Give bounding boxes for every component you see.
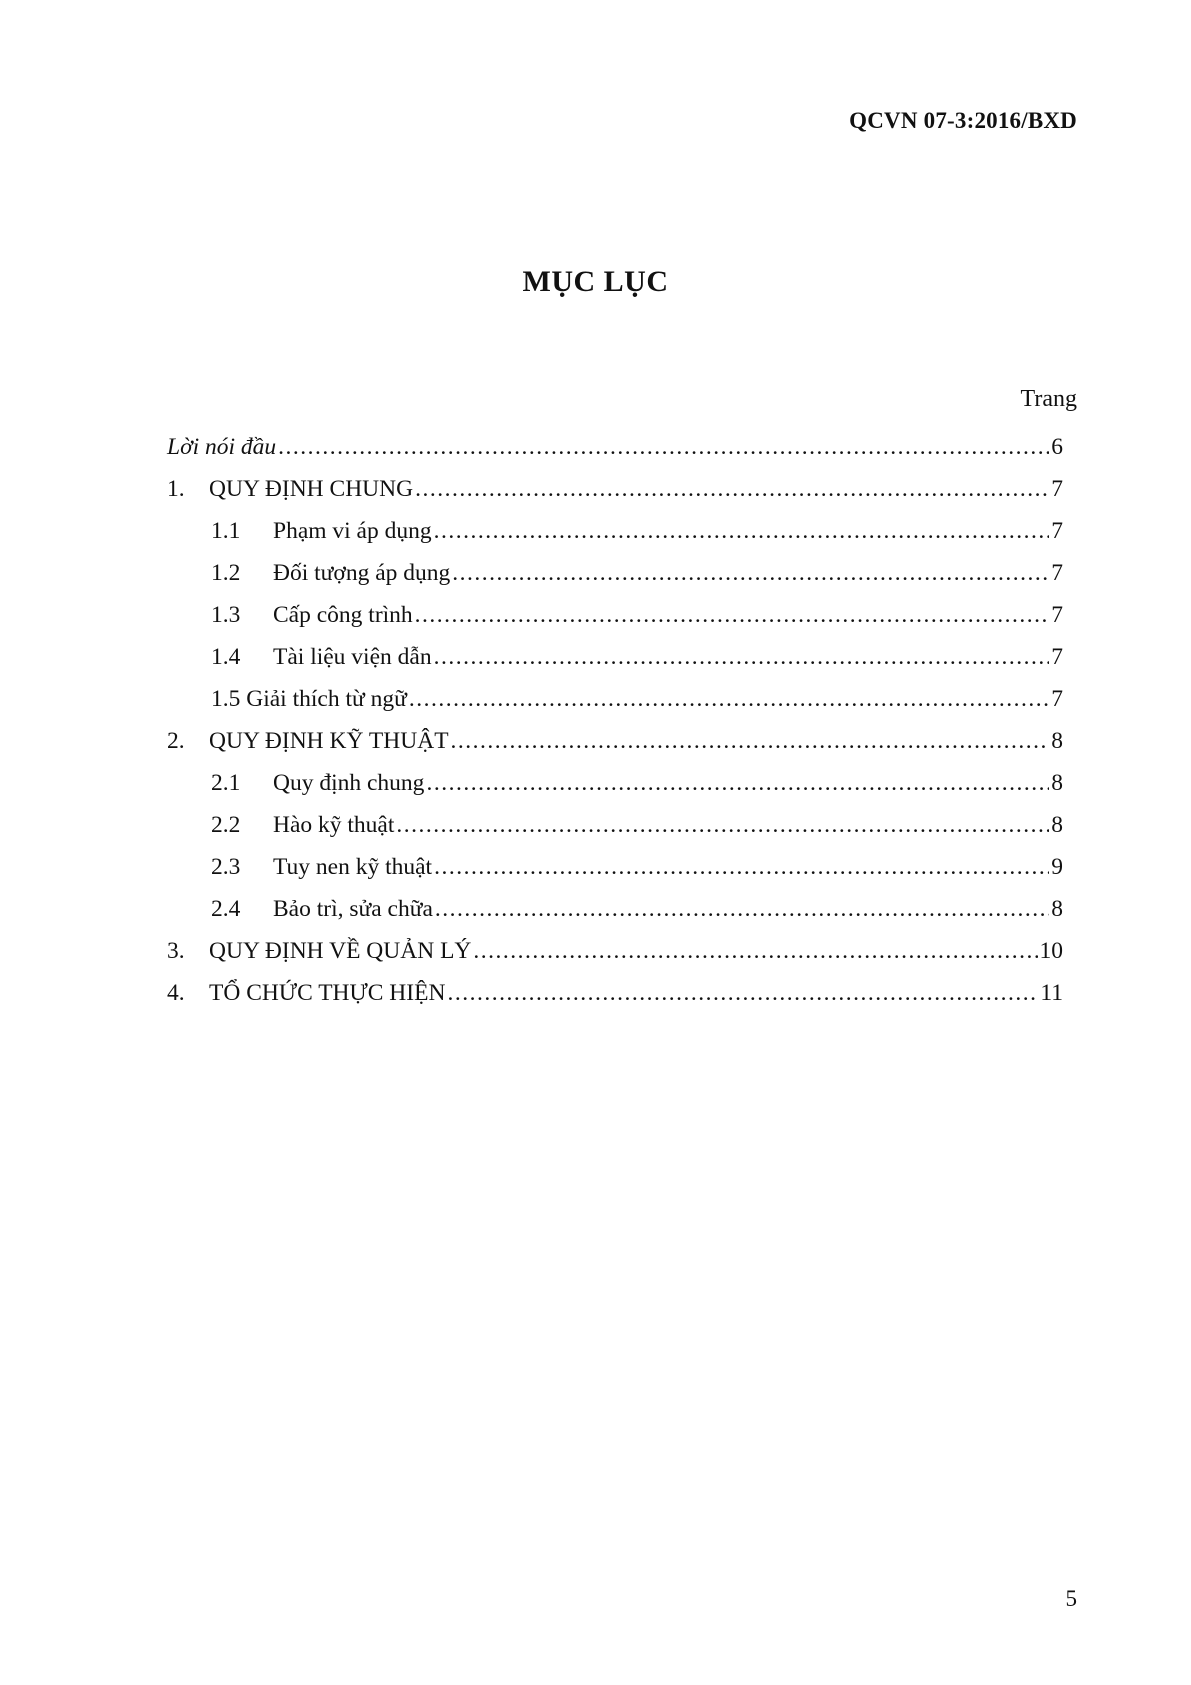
toc-entry-page: 10 (1039, 938, 1063, 964)
toc-entry-label: TỔ CHỨC THỰC HIỆN (209, 980, 446, 1006)
toc-entry-number: 1. (167, 476, 185, 502)
toc-entry-label: Tuy nen kỹ thuật (273, 854, 433, 880)
toc-entry-page: 7 (1051, 476, 1063, 502)
toc-entry-page: 7 (1051, 602, 1063, 628)
toc-entry-number: 1.3 (211, 602, 241, 628)
toc-entry-1-5[interactable] (167, 686, 1063, 728)
dot-leader (426, 770, 1049, 797)
toc-entry-page: 7 (1051, 644, 1063, 670)
toc-entry-number: 3. (167, 938, 185, 964)
toc-entry-page: 8 (1051, 896, 1063, 922)
dot-leader (447, 980, 1038, 1007)
toc-entry-foreword[interactable] (167, 434, 1063, 476)
toc-entry-label: 1.5 Giải thích từ ngữ (211, 686, 407, 712)
dot-leader (434, 854, 1049, 881)
dot-leader (434, 644, 1049, 671)
toc-entry-section-1[interactable] (167, 476, 1063, 518)
toc-entry-page: 11 (1040, 980, 1063, 1006)
toc-entry-label: Bảo trì, sửa chữa (273, 896, 433, 922)
toc-entry-1-2[interactable] (167, 560, 1063, 602)
toc-entry-page: 9 (1051, 854, 1063, 880)
page-title: MỤC LỤC (522, 265, 669, 298)
toc-entry-number: 1.1 (211, 518, 241, 544)
toc-entry-page: 7 (1051, 518, 1063, 544)
toc-entry-number: 2.1 (211, 770, 241, 796)
toc-entry-section-3[interactable] (167, 938, 1063, 980)
toc-entry-1-3[interactable] (167, 602, 1063, 644)
dot-leader (435, 896, 1049, 923)
document-code: QCVN 07-3:2016/BXD (849, 108, 1077, 133)
toc-entry-page: 8 (1051, 812, 1063, 838)
toc-entry-label: Lời nói đầu (167, 434, 277, 460)
toc-entry-label: Đối tượng áp dụng (273, 560, 451, 586)
table-of-contents (167, 434, 1063, 1022)
dot-leader (434, 518, 1049, 545)
toc-entry-1-1[interactable] (167, 518, 1063, 560)
dot-leader (415, 476, 1049, 503)
toc-entry-page: 7 (1051, 686, 1063, 712)
toc-entry-number: 1.4 (211, 644, 241, 670)
toc-entry-number: 1.2 (211, 560, 241, 586)
toc-entry-page: 8 (1051, 728, 1063, 754)
toc-entry-2-2[interactable] (167, 812, 1063, 854)
toc-entry-label: QUY ĐỊNH VỀ QUẢN LÝ (209, 938, 472, 964)
toc-entry-page: 8 (1051, 770, 1063, 796)
toc-entry-2-3[interactable] (167, 854, 1063, 896)
toc-entry-label: Cấp công trình (273, 602, 413, 628)
dot-leader (409, 686, 1049, 713)
toc-entry-number: 2.4 (211, 896, 241, 922)
toc-entry-section-4[interactable] (167, 980, 1063, 1022)
toc-entry-page: 6 (1051, 434, 1063, 460)
dot-leader (451, 728, 1049, 755)
toc-entry-number: 4. (167, 980, 185, 1006)
toc-entry-label: Quy định chung (273, 770, 425, 796)
toc-entry-label: Hào kỹ thuật (273, 812, 395, 838)
page-column-label: Trang (1020, 386, 1077, 412)
toc-entry-2-1[interactable] (167, 770, 1063, 812)
toc-entry-2-4[interactable] (167, 896, 1063, 938)
toc-entry-page: 7 (1051, 560, 1063, 586)
toc-entry-number: 2. (167, 728, 185, 754)
toc-entry-label: QUY ĐỊNH CHUNG (209, 476, 414, 502)
dot-leader (452, 560, 1049, 587)
toc-entry-label: Phạm vi áp dụng (273, 518, 432, 544)
toc-entry-1-4[interactable] (167, 644, 1063, 686)
toc-entry-section-2[interactable] (167, 728, 1063, 770)
toc-entry-label: QUY ĐỊNH KỸ THUẬT (209, 728, 449, 754)
dot-leader (278, 434, 1049, 461)
toc-entry-label: Tài liệu viện dẫn (273, 644, 432, 670)
dot-leader (396, 812, 1049, 839)
toc-entry-number: 2.3 (211, 854, 241, 880)
page-number: 5 (1065, 1586, 1077, 1611)
dot-leader (415, 602, 1049, 629)
dot-leader (473, 938, 1037, 965)
toc-entry-number: 2.2 (211, 812, 241, 838)
